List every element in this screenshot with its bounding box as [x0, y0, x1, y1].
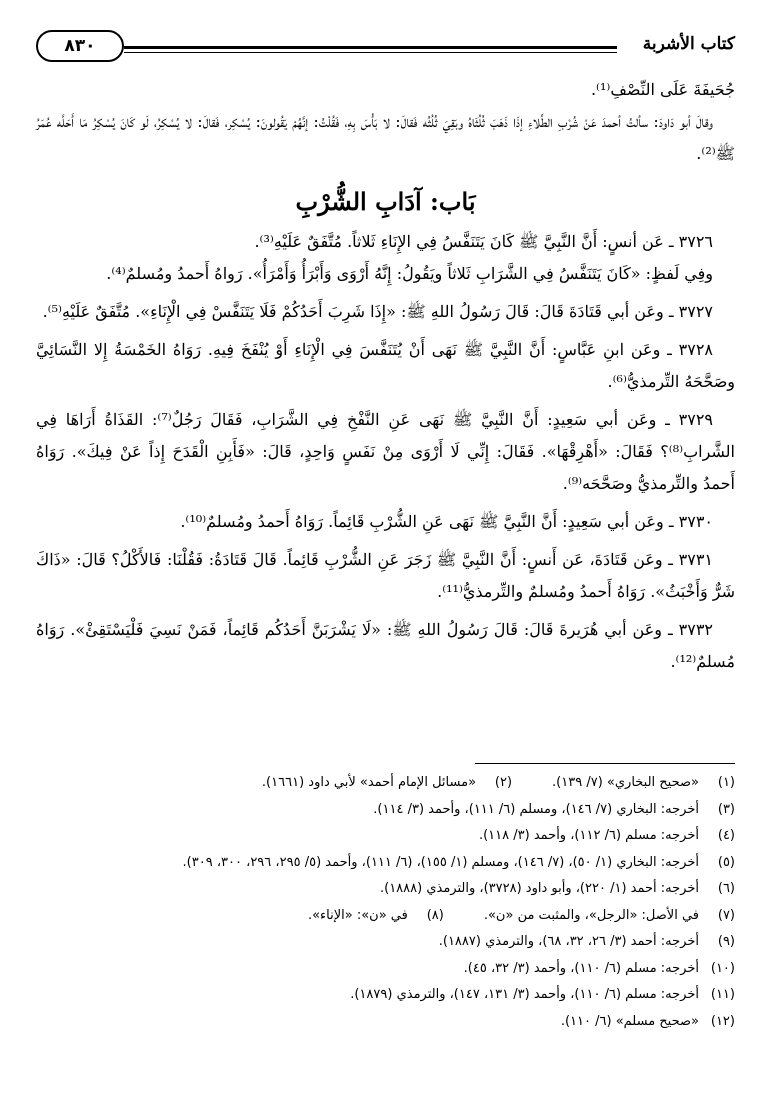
- footnote-text: «صحيح مسلم» (٦/ ١١٠).: [560, 1013, 699, 1029]
- chapter-heading: بَاب: آدَابِ الشُّرْبِ: [295, 187, 476, 216]
- footnote: [36, 929, 735, 956]
- footnote-number: (٤): [717, 828, 735, 843]
- main-text: [36, 74, 735, 678]
- page-header: [36, 30, 735, 64]
- header-rule-thin: [124, 52, 617, 53]
- footnote-text: أخرجه: أحمد (١/ ٢٢٠)، وأبو داود (٣٧٢٨)، والترمذي (١٨٨٨).: [379, 881, 699, 896]
- hadith-paragraph: ٣٧٢٧ ـ وعَن أبي قَتَادَةَ قَالَ: قَالَ رَسُولُ اللهِ ﷺ: «إِذَا شَرِبَ أَحَدُكُمْ فَلَا يَتَنَفَّسْ فِي الْإِنَاءِ». مُتَّفَقٌ عَلَيْهِ⁽⁵⁾.: [42, 302, 713, 321]
- hadith-paragraph: ٣٧٢٩ ـ وعَن أبي سَعِيدٍ: أَنَّ النَّبِيَّ ﷺ نَهَى عَنِ النَّفْخِ فِي الشَّرَابِ، فَقَالَ رَجُلٌ⁽⁷⁾: القَذَاةُ أَرَاهَا فِي الشَّرابِ⁽⁸⁾؟ فَقَالَ: «أَهْرِقْهَا». فَقَالَ: إِنِّي لَا أَرْوَى مِنْ نَفَسٍ وَاحِدٍ، قَالَ: «فَأَبِنِ الْقَدَحَ إِذاً عَنْ فِيكَ». رَوَاهُ أَحمدُ والتِّرمذيُّ وصَحَّحَه⁽⁹⁾.: [36, 410, 735, 493]
- footnote-number: (١١): [710, 987, 735, 1002]
- footnote-number: (٥): [717, 854, 735, 870]
- footnote: [308, 903, 444, 930]
- hadith-paragraph: ٣٧٣٠ ـ وعَن أبي سَعِيدٍ: أَنَّ النَّبِيَّ ﷺ نَهَى عَنِ الشُّرْبِ قَائِماً. رَوَاهُ أَحمدُ ومُسلمٌ⁽¹⁰⁾.: [180, 512, 713, 531]
- footnote-text: أخرجه: أحمد (٣/ ٢٦، ٣٢، ٦٨)، والترمذي (١٨٨٧).: [438, 934, 699, 949]
- footnote-text: أخرجه: مسلم (٦/ ١١٠)، وأحمد (٣/ ١٣١، ١٤٧)، والترمذي (١٨٧٩).: [350, 987, 699, 1002]
- footnote-text: في «ن»: «الإناء».: [307, 907, 408, 923]
- footnote-number: (١٢): [710, 1013, 735, 1029]
- footnote-number: (٧): [717, 907, 735, 923]
- footnote-number: (٦): [717, 881, 735, 896]
- intro-paragraph: وقالَ أبو دَاودَ: سألتُ أحمدَ عَنْ شُرْبِ الطِّلاءِ إذَا ذَهَبَ ثُلُثَاهُ وبَقِيَ ثُلُثُه فَقالَ: لا بَأْسَ بِهِ، فَقُلْتُ: إنَّهُمْ يَقُولونَ: يُسْكِر، فَقالَ: لا يُسْكِرُ، لَو كَانَ يُسْكِرُ مَا أَحَلَّه عُمَرُ ﷺ⁽²⁾.: [36, 112, 735, 163]
- page-number: ٨٣٠: [36, 30, 124, 62]
- footnote-number: (٨): [426, 907, 444, 923]
- footnote: [36, 876, 735, 903]
- footnote: [36, 850, 735, 877]
- footnote-separator: [475, 763, 735, 764]
- footnote: [36, 1009, 735, 1036]
- footnote: [484, 903, 735, 930]
- footnote-text: أخرجه: مسلم (٦/ ١١٢)، وأحمد (٣/ ١١٨).: [478, 828, 699, 843]
- footnote-number: (٩): [717, 934, 735, 949]
- footnote: [36, 797, 735, 824]
- hadith-paragraph: ٣٧٢٨ ـ وعَن ابنِ عَبَّاسٍ: أَنَّ النَّبِيَّ ﷺ نَهَى أَنْ يُتَنَفَّسَ فِي الْإِنَاءِ أَوْ يُنْفَخَ فِيهِ. رَوَاهُ الخَمْسَةُ إِلا النَّسَائِيَّ وصَحَّحَهُ التِّرمذيُّ⁽⁶⁾.: [36, 340, 735, 391]
- footnote: [552, 770, 735, 797]
- hadith-paragraph: ٣٧٣٢ ـ وعَن أبي هُرَيرةَ قَالَ: قَالَ رَسُولُ اللهِ ﷺ: «لَا يَشْرَبَنَّ أَحَدُكُم قَائِماً، فَمَنْ نَسِيَ فَلْيَسْتَقِئْ». رَوَاهُ مُسلمٌ⁽¹²⁾.: [36, 620, 735, 671]
- footnote-row: [36, 770, 735, 797]
- footnote-number: (١٠): [710, 960, 735, 976]
- footnote: [262, 770, 512, 797]
- footnote: [36, 823, 735, 850]
- footnote-text: أخرجه: البخاري (١/ ٥٠)، (٧/ ١٤٦)، ومسلم (١/ ١٥٥)، (٦/ ١١١)، وأحمد (٥/ ٢٩٥، ٢٩٦، ٣٠٠، ٣٠٩).: [182, 854, 699, 870]
- footnote-text: «صحيح البخاري» (٧/ ١٣٩).: [552, 775, 699, 790]
- footnote-text: أخرجه: مسلم (٦/ ١١٠)، وأحمد (٣/ ٣٢، ٤٥).: [463, 960, 699, 976]
- footnotes: [36, 770, 735, 1035]
- footnote-text: في الأصل: «الرجل»، والمثبت من «ن».: [483, 907, 699, 923]
- hadith-paragraph: ٣٧٢٦ ـ عَن أنسٍ: أَنَّ النَّبِيَّ ﷺ كَانَ يَتَنَفَّسُ فِي الإِنَاءِ ثَلاثاً. مُتَّفَقٌ عَلَيْهِ⁽³⁾.: [254, 232, 713, 251]
- intro-line: جُحَيفَةَ عَلَى النِّصْفِ⁽¹⁾.: [590, 80, 735, 99]
- header-rule: [124, 46, 617, 49]
- footnote: [36, 982, 735, 1009]
- footnote-text: «مسائل الإمام أحمد» لأبي داود (١٦٦١).: [261, 775, 477, 790]
- footnote: [36, 956, 735, 983]
- footnote-number: (١): [717, 775, 735, 790]
- hadith-paragraph: وفِي لَفظٍ: «كَانَ يَتَنَفَّسُ فِي الشَّرَابِ ثَلاثاً ويَقُولُ: إِنَّهُ أَرْوَى وَأَبْرَأُ وَأَمْرَأُ». رَواهُ أَحمدُ ومُسلمٌ⁽⁴⁾.: [106, 264, 713, 283]
- footnote-row: [36, 903, 735, 930]
- footnote-number: (٣): [717, 801, 735, 817]
- footnote-text: أخرجه: البخاري (٧/ ١٤٦)، ومسلم (٦/ ١١١)، وأحمد (٣/ ١١٤).: [373, 801, 699, 817]
- book-title: كتاب الأشربة: [642, 34, 735, 54]
- footnote-number: (٢): [494, 775, 513, 790]
- hadith-paragraph: ٣٧٣١ ـ وعَن قَتَادَةَ، عَن أَنسٍ: أَنَّ النَّبِيَّ ﷺ زَجَرَ عَنِ الشُّرْبِ قَائِماً. قَالَ قَتَادَةُ: فَقُلْنَا: فَالأَكْلُ؟ قَالَ: «ذَاكَ شَرٌّ وَأَخْبَثُ». رَوَاهُ أَحمدُ ومُسلمٌ والتِّرمذيُّ⁽¹¹⁾.: [36, 550, 735, 601]
